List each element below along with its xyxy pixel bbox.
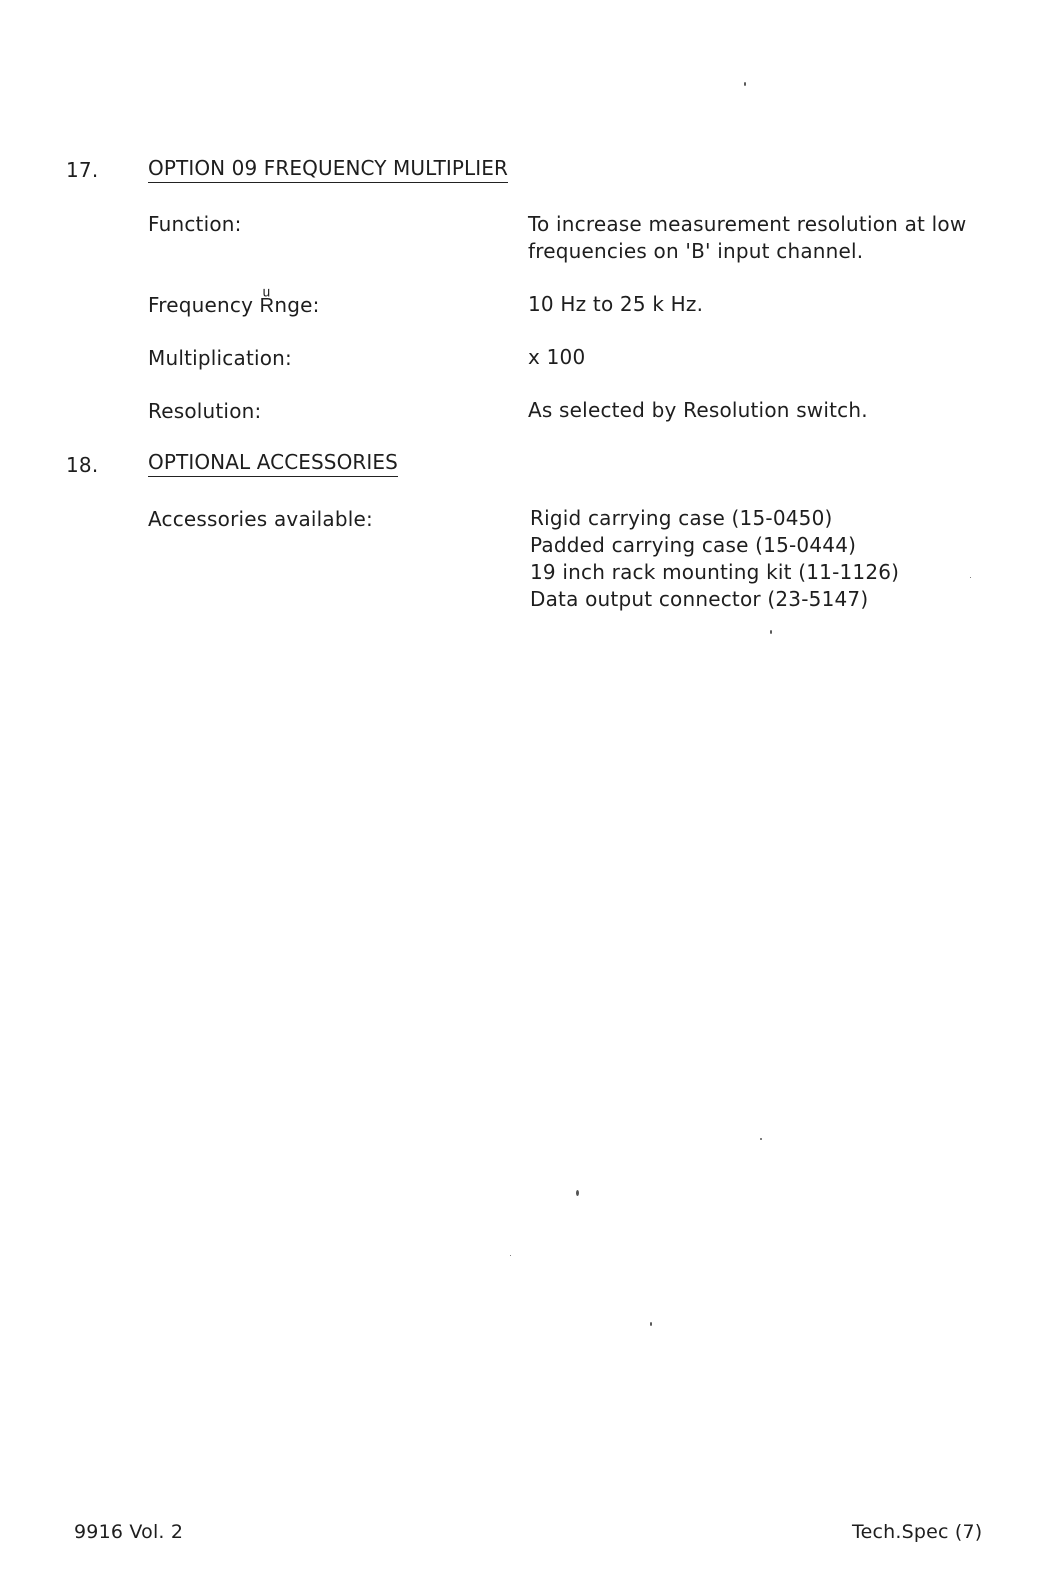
accessories-label: Accessories available: xyxy=(148,507,373,531)
scan-speck xyxy=(744,82,746,86)
function-value xyxy=(528,211,966,265)
function-value-line-2: frequencies on 'B' input channel. xyxy=(528,239,864,263)
resolution-label: Resolution: xyxy=(148,399,262,423)
section-18-number: 18. xyxy=(66,453,99,477)
multiplication-value: x 100 xyxy=(528,345,586,369)
section-17-number: 17. xyxy=(66,158,99,182)
frequency-range-value: 10 Hz to 25 k Hz. xyxy=(528,292,704,316)
scan-speck xyxy=(510,1255,511,1256)
accessory-item: 19 inch rack mounting kit (11-1126) xyxy=(530,560,900,584)
accessory-item: Data output connector (23-5147) xyxy=(530,587,869,611)
scan-speck xyxy=(970,577,971,578)
accessory-item: Padded carrying case (15-0444) xyxy=(530,533,857,557)
scan-speck xyxy=(760,1138,762,1140)
multiplication-label: Multiplication: xyxy=(148,346,292,370)
resolution-value: As selected by Resolution switch. xyxy=(528,398,868,422)
accessory-item: Rigid carrying case (15-0450) xyxy=(530,506,833,530)
footer-document-id: 9916 Vol. 2 xyxy=(74,1521,184,1543)
accessories-list xyxy=(530,505,899,613)
section-17-heading: OPTION 09 FREQUENCY MULTIPLIER xyxy=(148,156,508,183)
function-label: Function: xyxy=(148,212,242,236)
section-18-heading: OPTIONAL ACCESSORIES xyxy=(148,450,398,477)
scan-speck xyxy=(576,1190,579,1196)
footer-page-ref: Tech.Spec (7) xyxy=(852,1521,983,1543)
scan-speck xyxy=(650,1322,652,1326)
frequency-range-label: Frequency Rͧnge: xyxy=(148,293,320,317)
scan-speck xyxy=(770,630,772,634)
function-value-line-1: To increase measurement resolution at low xyxy=(528,212,967,236)
